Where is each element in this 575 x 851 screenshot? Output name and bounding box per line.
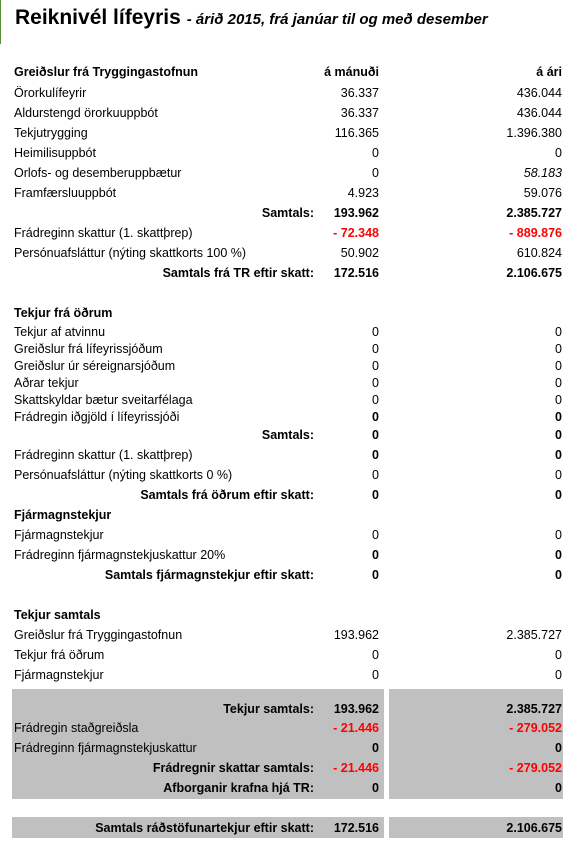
value-month: 0 (372, 488, 379, 502)
value-year: 0 (555, 741, 562, 755)
value-year: 0 (555, 325, 562, 339)
value-month: 0 (372, 568, 379, 582)
row-label: Greiðslur frá lífeyrissjóðum (14, 342, 163, 356)
other-after-row (0, 487, 575, 503)
table-row (0, 392, 575, 408)
value-year: 0 (555, 668, 562, 682)
row-label: Frádreginn fjármagnstekjuskattur 20% (14, 548, 226, 562)
value-month: 0 (372, 741, 379, 755)
cap-after-row (0, 567, 575, 583)
col-header-year: á ári (536, 65, 562, 79)
title-main: Reiknivél lífeyris (15, 6, 181, 29)
value-month: 0 (372, 393, 379, 407)
row-label: Fjármagnstekjur (14, 668, 104, 682)
value-year: 0 (555, 781, 562, 795)
row-label: Örorkulífeyrir (14, 86, 87, 100)
section-title-other (0, 305, 575, 321)
value-year: 610.824 (516, 246, 562, 260)
table-row (0, 145, 575, 161)
tr-after-row (0, 265, 575, 281)
value-year: 0 (555, 448, 562, 462)
table-row (0, 125, 575, 141)
value-year: 0 (555, 376, 562, 390)
value-month: 36.337 (340, 106, 379, 120)
row-label: Aldurstengd örorkuuppbót (14, 106, 158, 120)
row-label: Tekjutrygging (14, 126, 88, 140)
value-month: 0 (372, 376, 379, 390)
row-label: Tekjur samtals: (223, 702, 314, 716)
value-year: 0 (555, 359, 562, 373)
value-month: 0 (372, 648, 379, 662)
value-month: 4.923 (347, 186, 379, 200)
value-year: 0 (555, 568, 562, 582)
value-year: 58.183 (523, 166, 562, 180)
grey-total-row (0, 701, 575, 717)
value-year: 0 (555, 468, 562, 482)
value-year: 436.044 (516, 86, 562, 100)
section-title: Tekjur samtals (14, 608, 101, 622)
value-month: - 21.446 (333, 721, 379, 735)
value-month: 116.365 (334, 126, 379, 140)
cap-tax-row (0, 547, 575, 563)
row-label: Persónuafsláttur (nýting skattkorts 0 %) (14, 468, 233, 482)
row-label: Framfærsluuppbót (14, 186, 117, 200)
row-label: Frádreginn skattur (1. skattþrep) (14, 226, 193, 240)
section-title: Tekjur frá öðrum (14, 306, 113, 320)
row-label: Frádreginn fjármagnstekjuskattur (14, 741, 197, 755)
value-month: 50.902 (340, 246, 379, 260)
value-month: 0 (372, 781, 379, 795)
page-title (15, 6, 488, 30)
table-row (0, 185, 575, 201)
row-label: Samtals: (261, 206, 314, 220)
page-border (0, 0, 1, 44)
value-month: 193.962 (333, 206, 379, 220)
value-month: 0 (372, 146, 379, 160)
table-row (0, 647, 575, 663)
header-row (0, 64, 575, 80)
table-row (0, 409, 575, 425)
other-total-row (0, 427, 575, 443)
value-year: 2.385.727 (506, 206, 562, 220)
row-label: Samtals frá öðrum eftir skatt: (140, 488, 314, 502)
value-month: 193.962 (333, 628, 379, 642)
grey-captax-row (0, 740, 575, 756)
table-row (0, 358, 575, 374)
grey-withheld-row (0, 720, 575, 736)
section-title-capital (0, 507, 575, 523)
row-label: Heimilisuppbót (14, 146, 96, 160)
value-year: 0 (555, 393, 562, 407)
row-label: Persónuafsláttur (nýting skattkorts 100 %) (14, 246, 247, 260)
row-label: Tekjur frá öðrum (14, 648, 105, 662)
row-label: Frádregnir skattar samtals: (152, 761, 314, 775)
value-year: 0 (555, 548, 562, 562)
value-year: 0 (555, 488, 562, 502)
row-label: Frádregin staðgreiðsla (14, 721, 139, 735)
value-year: 0 (555, 410, 562, 424)
row-label: Greiðslur frá Tryggingastofnun (14, 628, 183, 642)
row-label: Samtals ráðstöfunartekjur eftir skatt: (95, 821, 314, 835)
row-label: Samtals: (261, 428, 314, 442)
row-label: Samtals fjármagnstekjur eftir skatt: (104, 568, 314, 582)
section-title: Fjármagnstekjur (14, 508, 112, 522)
value-month: 172.516 (333, 821, 379, 835)
value-month: 0 (372, 668, 379, 682)
grey-taxes-row (0, 760, 575, 776)
final-row (0, 820, 575, 836)
table-row (0, 165, 575, 181)
col-header-month: á mánuði (324, 65, 379, 79)
value-month: 0 (372, 468, 379, 482)
row-label: Orlofs- og desemberuppbætur (14, 166, 182, 180)
value-month: 193.962 (333, 702, 379, 716)
value-year: 436.044 (516, 106, 562, 120)
value-year: - 279.052 (509, 761, 562, 775)
row-label: Afborganir krafna hjá TR: (163, 781, 314, 795)
value-month: 0 (372, 342, 379, 356)
row-label: Samtals frá TR eftir skatt: (162, 266, 314, 280)
section-title-sum (0, 607, 575, 623)
row-label: Aðrar tekjur (14, 376, 79, 390)
table-row (0, 85, 575, 101)
value-month: 0 (372, 166, 379, 180)
tr-total-row (0, 205, 575, 221)
tr-tax-row (0, 225, 575, 241)
grey-repay-row (0, 780, 575, 796)
value-year: 0 (555, 428, 562, 442)
cap-income-row (0, 527, 575, 543)
value-month: 0 (372, 428, 379, 442)
value-year: 0 (555, 648, 562, 662)
value-year: 2.385.727 (506, 702, 562, 716)
value-year: 0 (555, 528, 562, 542)
row-label: Tekjur af atvinnu (14, 325, 106, 339)
value-year: 0 (555, 342, 562, 356)
value-year: 1.396.380 (506, 126, 562, 140)
row-label: Greiðslur úr séreignarsjóðum (14, 359, 176, 373)
value-month: 0 (372, 448, 379, 462)
tr-pers-row (0, 245, 575, 261)
value-year: 59.076 (523, 186, 562, 200)
value-month: 0 (372, 325, 379, 339)
other-pers-row (0, 467, 575, 483)
table-row (0, 627, 575, 643)
value-year: 2.385.727 (506, 628, 562, 642)
row-label: Frádreginn skattur (1. skattþrep) (14, 448, 193, 462)
table-row (0, 375, 575, 391)
value-month: 0 (372, 548, 379, 562)
value-year: 2.106.675 (506, 821, 562, 835)
value-month: 172.516 (333, 266, 379, 280)
value-month: 0 (372, 528, 379, 542)
title-sub: - árið 2015, frá janúar til og með desember (186, 11, 488, 28)
value-month: - 72.348 (333, 226, 379, 240)
other-tax-row (0, 447, 575, 463)
table-row (0, 105, 575, 121)
value-month: 36.337 (340, 86, 379, 100)
value-year: - 889.876 (509, 226, 562, 240)
value-year: 0 (555, 146, 562, 160)
table-row (0, 341, 575, 357)
row-label: Skattskyldar bætur sveitarfélaga (14, 393, 193, 407)
value-year: - 279.052 (509, 721, 562, 735)
row-label: Fjármagnstekjur (14, 528, 104, 542)
value-year: 2.106.675 (506, 266, 562, 280)
section-title-tr: Greiðslur frá Tryggingastofnun (14, 65, 199, 79)
value-month: 0 (372, 359, 379, 373)
row-label: Frádregin iðgjöld í lífeyrissjóði (14, 410, 180, 424)
table-row (0, 324, 575, 340)
value-month: 0 (372, 410, 379, 424)
table-row (0, 667, 575, 683)
value-month: - 21.446 (333, 761, 379, 775)
